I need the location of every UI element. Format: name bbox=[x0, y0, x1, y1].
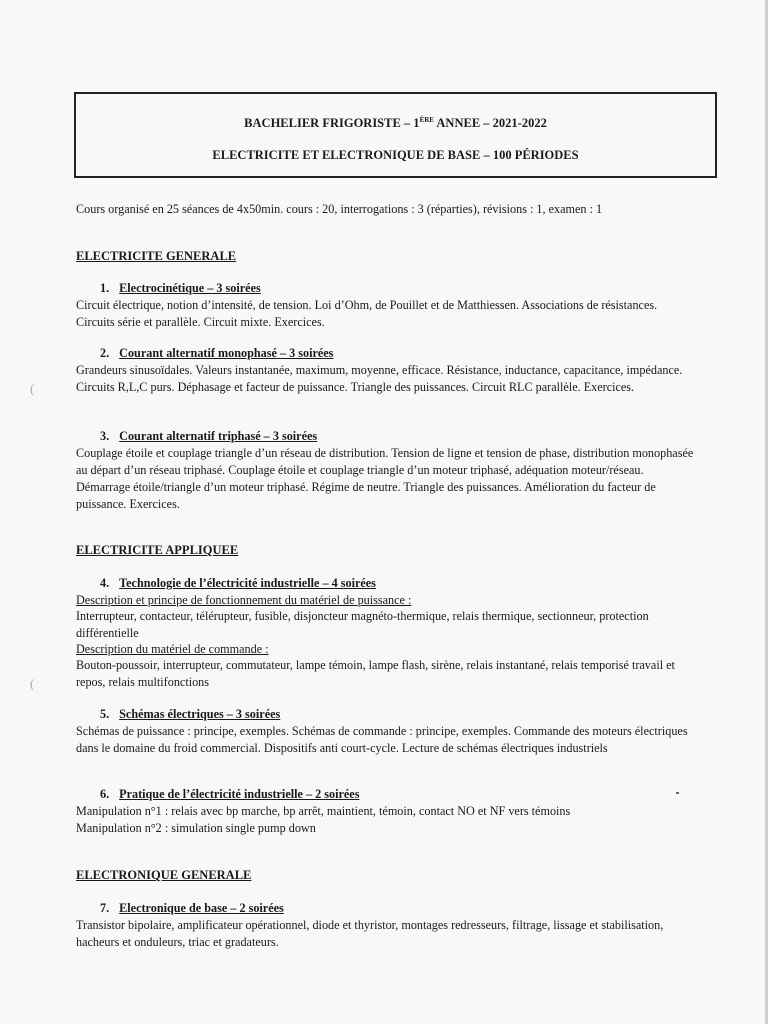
item-4-subheading-power: Description et principe de fonctionnement du matériel de puissance : bbox=[76, 593, 412, 607]
item-heading-4: 4. Technologie de l’électricité industrielle – 4 soirées bbox=[100, 576, 376, 590]
item-text-6-line2: Manipulation n°2 : simulation single pump down bbox=[76, 821, 316, 835]
intro-text: Cours organisé en 25 séances de 4x50min. cours : 20, interrogations : 3 (réparties), révisions : 1, examen : 1 bbox=[76, 202, 603, 216]
item-4-subheading-control: Description du matériel de commande : bbox=[76, 642, 269, 656]
scan-speck bbox=[676, 792, 679, 794]
section-heading-electricite-generale: ELECTRICITE GENERALE bbox=[76, 249, 237, 263]
document-subtitle: ELECTRICITE ET ELECTRONIQUE DE BASE – 100 PÉRIODES bbox=[212, 148, 579, 162]
item-text-5: Schémas de puissance : principe, exemples. Schémas de commande : principe, exemples. Commande des moteurs électriques dans le domaine du froid commercial. Dispositifs anti court-cycle. Lecture de schémas électriques industriels bbox=[76, 724, 688, 755]
item-heading-3: 3. Courant alternatif triphasé – 3 soirées bbox=[100, 429, 318, 443]
item-heading-1: 1. Electrocinétique – 3 soirées bbox=[100, 281, 261, 295]
item-text-6-line1: Manipulation n°1 : relais avec bp marche, bp arrêt, maintient, témoin, contact NO et NF vers témoins bbox=[76, 804, 571, 818]
document-title: BACHELIER FRIGORISTE – 1ÈRE ANNEE – 2021-2022 bbox=[244, 116, 547, 130]
item-heading-5: 5. Schémas électriques – 3 soirées bbox=[100, 707, 281, 721]
item-text-7: Transistor bipolaire, amplificateur opérationnel, diode et thyristor, montages redresseurs, filtrage, lissage et stabilisation, hacheurs et onduleurs, triac et gradateurs. bbox=[76, 918, 664, 949]
title-box bbox=[74, 92, 717, 178]
margin-mark: ( bbox=[30, 381, 35, 396]
item-heading-2: 2. Courant alternatif monophasé – 3 soirées bbox=[100, 346, 334, 360]
item-heading-6: 6. Pratique de l’électricité industrielle – 2 soirées bbox=[100, 787, 360, 801]
item-text-1: Circuit électrique, notion d’intensité, de tension. Loi d’Ohm, de Pouillet et de Matthiessen. Associations de résistances. Circuits série et parallèle. Circuit mixte. Exercices. bbox=[76, 298, 658, 329]
item-text-4b: Bouton-poussoir, interrupteur, commutateur, lampe témoin, lampe flash, sirène, relais instantané, relais temporisé travail et repos, relais multifonctions bbox=[76, 658, 675, 689]
section-heading-electronique-generale: ELECTRONIQUE GENERALE bbox=[76, 868, 252, 882]
item-heading-7: 7. Electronique de base – 2 soirées bbox=[100, 901, 284, 915]
item-text-4a: Interrupteur, contacteur, télérupteur, fusible, disjoncteur magnéto-thermique, relais thermique, sectionneur, protection différentielle bbox=[76, 609, 649, 640]
margin-mark: ( bbox=[30, 676, 35, 691]
item-text-2: Grandeurs sinusoïdales. Valeurs instantanée, maximum, moyenne, efficace. Résistance, inductance, capacitance, impédance. Circuits R,L,C purs. Déphasage et facteur de puissance. Triangle des puissances. Circuit RLC parallèle. Exercices. bbox=[76, 363, 683, 394]
item-text-3: Couplage étoile et couplage triangle d’un réseau de distribution. Tension de ligne et tension de phase, distribution monophasée au départ d’un réseau triphasé. Couplage étoile et couplage triangle d’un moteur triphasé, adéquation moteur/réseau. Démarrage étoile/triangle d’un moteur triphasé. Régime de neutre. Triangle des puissances. Amélioration du facteur de puissance. Exercices. bbox=[76, 446, 694, 511]
section-heading-electricite-appliquee: ELECTRICITE APPLIQUEE bbox=[76, 543, 239, 557]
